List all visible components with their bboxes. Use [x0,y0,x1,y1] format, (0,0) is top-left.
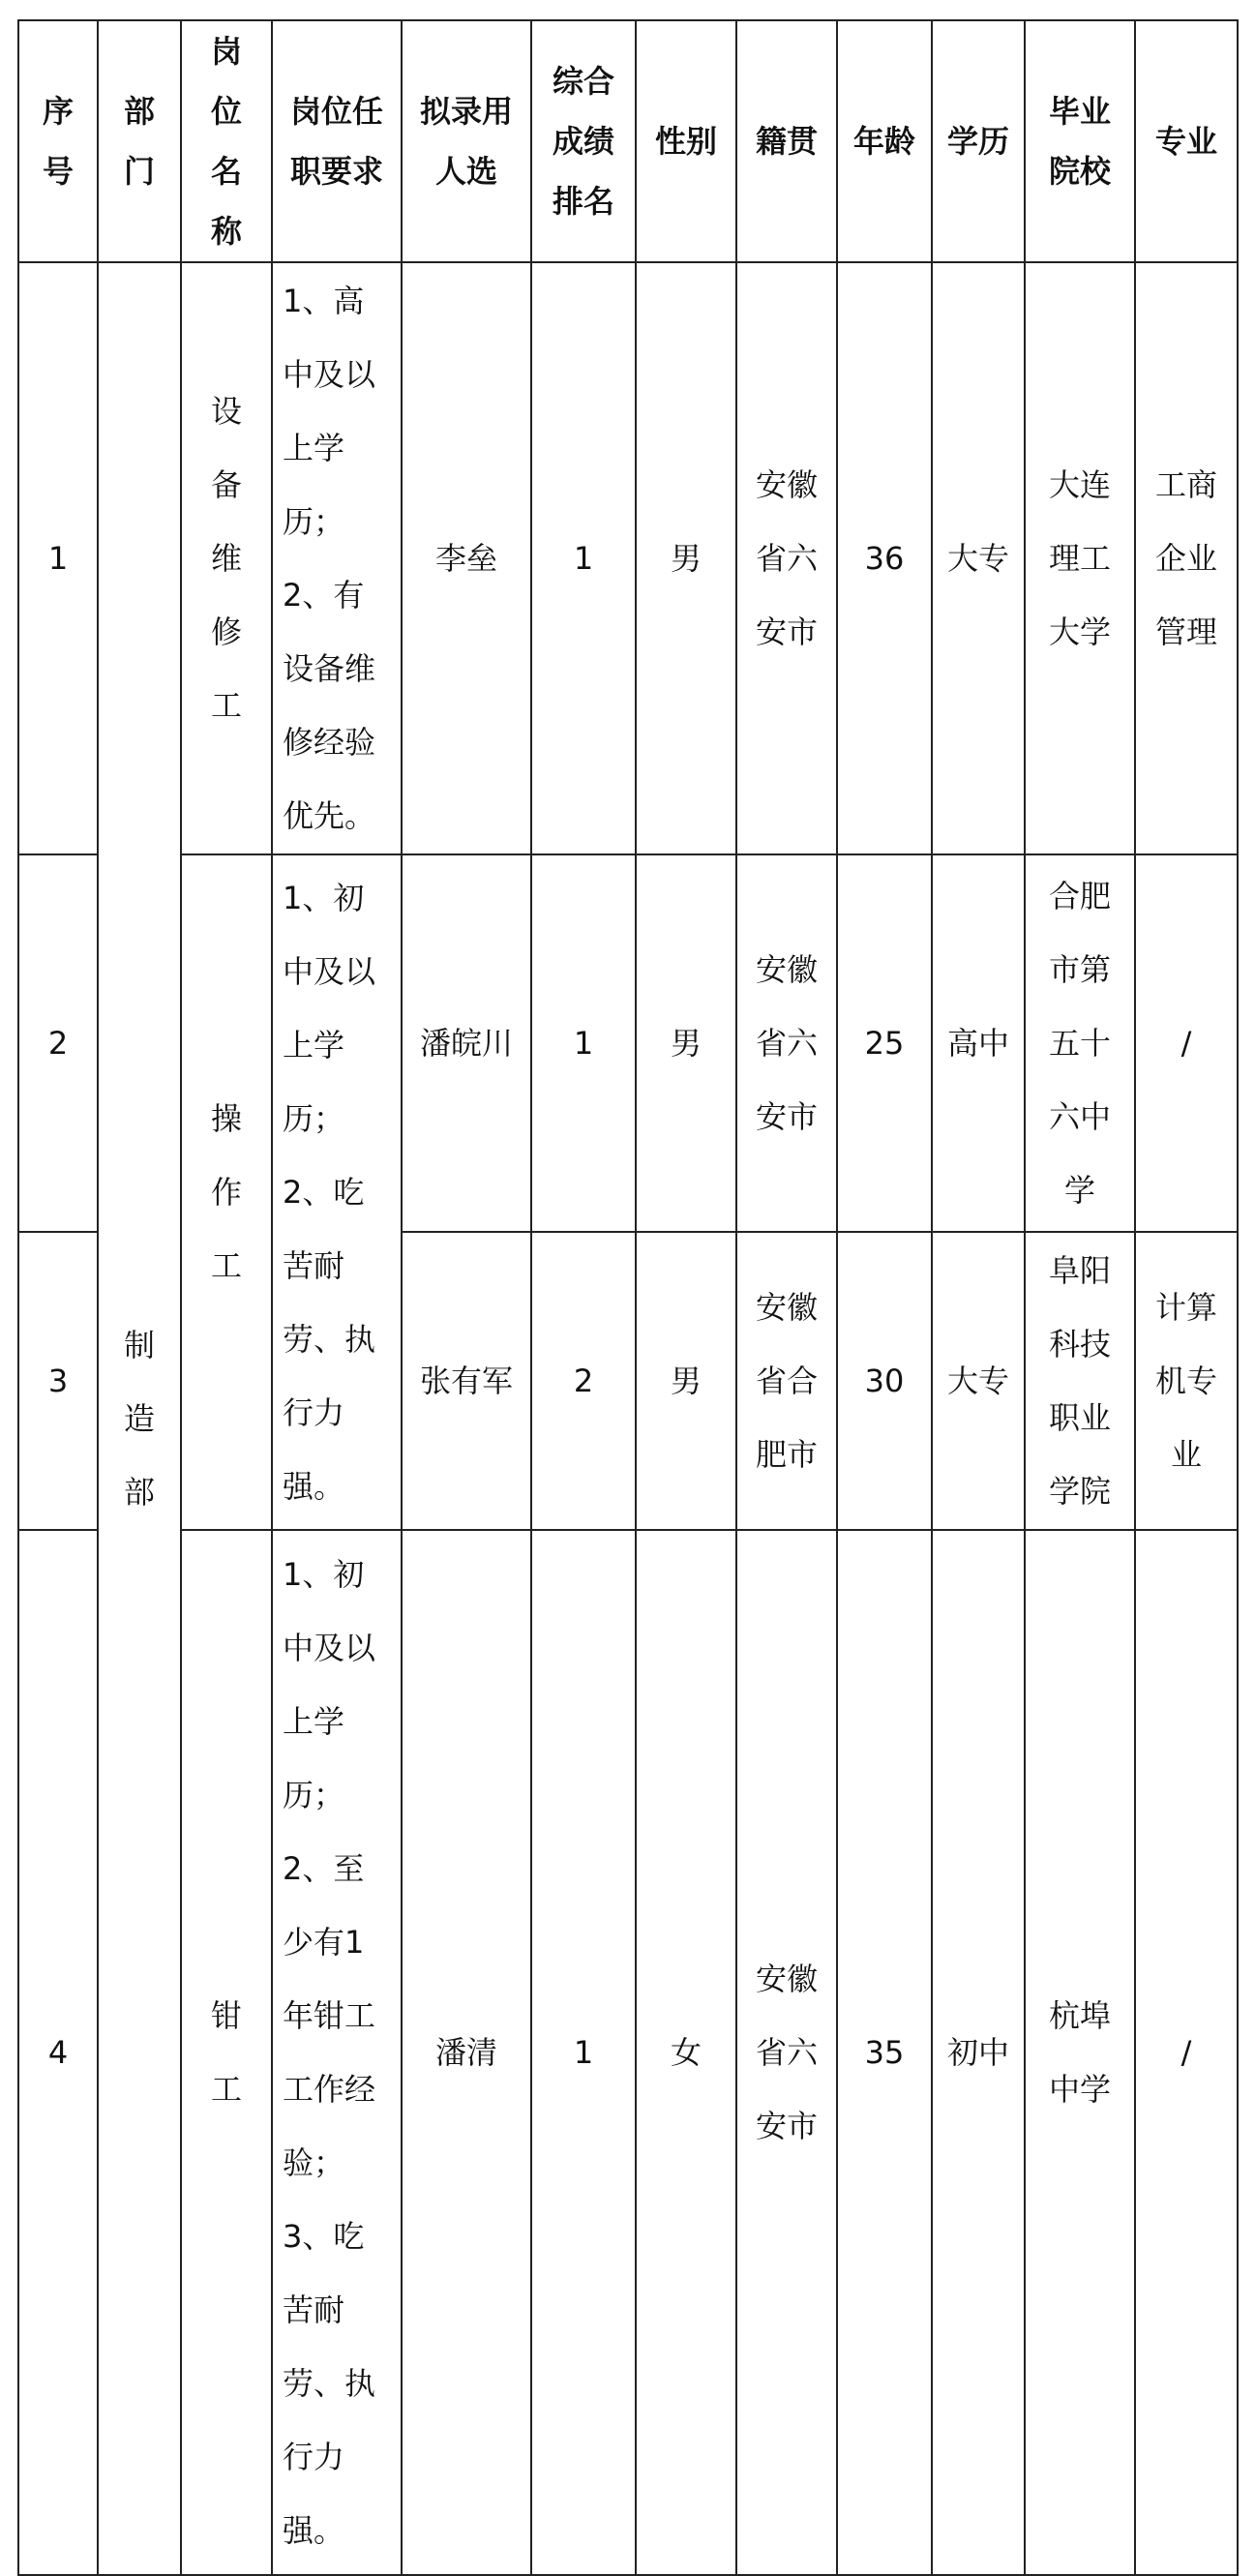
row-seq: 3 [18,1232,98,1530]
rank-cell: 1 [531,854,636,1232]
header-dept: 部门 [98,20,181,262]
gender-cell: 男 [636,1232,736,1530]
header-age: 年龄 [837,20,932,262]
school-cell: 合肥市第五十六中学 [1025,854,1135,1232]
header-rank: 综合成绩排名 [531,20,636,262]
header-major: 专业 [1135,20,1238,262]
school-cell: 大连理工大学 [1025,262,1135,854]
education-cell: 高中 [932,854,1025,1232]
header-education: 学历 [932,20,1025,262]
gender-cell: 男 [636,854,736,1232]
rank-cell: 2 [531,1232,636,1530]
table-row [18,262,1238,854]
candidate-name: 李垒 [402,262,531,854]
header-school: 毕业院校 [1025,20,1135,262]
post-requirement-cell: 1、初中及以上学历； 2、吃苦耐劳、执行力强。 [272,854,402,1530]
origin-cell: 安徽省六安市 [736,262,837,854]
post-name-cell: 操作工 [181,854,272,1530]
origin-cell: 安徽省合肥市 [736,1232,837,1530]
header-row [18,20,1238,262]
header-post: 岗位名称 [181,20,272,262]
post-requirement-cell: 1、初中及以上学历； 2、至少有1年钳工工作经验； 3、吃苦耐劳、执行力强。 [272,1530,402,2575]
age-cell: 30 [837,1232,932,1530]
header-candidate: 拟录用人选 [402,20,531,262]
school-cell: 杭埠中学 [1025,1530,1135,2575]
table-row [18,1530,1238,2575]
education-cell: 初中 [932,1530,1025,2575]
header-origin: 籍贯 [736,20,837,262]
major-cell: 工商企业管理 [1135,262,1238,854]
education-cell: 大专 [932,1232,1025,1530]
candidate-name: 潘清 [402,1530,531,2575]
gender-cell: 女 [636,1530,736,2575]
candidate-name: 张有军 [402,1232,531,1530]
age-cell: 36 [837,262,932,854]
origin-cell: 安徽省六安市 [736,1530,837,2575]
age-cell: 25 [837,854,932,1232]
row-seq: 2 [18,854,98,1232]
recruitment-table [17,19,1239,2576]
rank-cell: 1 [531,262,636,854]
header-requirement: 岗位任职要求 [272,20,402,262]
row-seq: 4 [18,1530,98,2575]
header-gender: 性别 [636,20,736,262]
rank-cell: 1 [531,1530,636,2575]
school-cell: 阜阳科技职业学院 [1025,1232,1135,1530]
header-seq: 序号 [18,20,98,262]
age-cell: 35 [837,1530,932,2575]
post-name-cell: 设备维修工 [181,262,272,854]
education-cell: 大专 [932,262,1025,854]
major-cell: / [1135,854,1238,1232]
table-row [18,854,1238,1232]
origin-cell: 安徽省六安市 [736,854,837,1232]
post-name-cell: 钳工 [181,1530,272,2575]
major-cell: 计算机专业 [1135,1232,1238,1530]
gender-cell: 男 [636,262,736,854]
row-seq: 1 [18,262,98,854]
major-cell: / [1135,1530,1238,2575]
candidate-name: 潘皖川 [402,854,531,1232]
post-requirement-cell: 1、高中及以上学历； 2、有设备维修经验优先。 [272,262,402,854]
department-cell: 制造部 [98,262,181,2575]
